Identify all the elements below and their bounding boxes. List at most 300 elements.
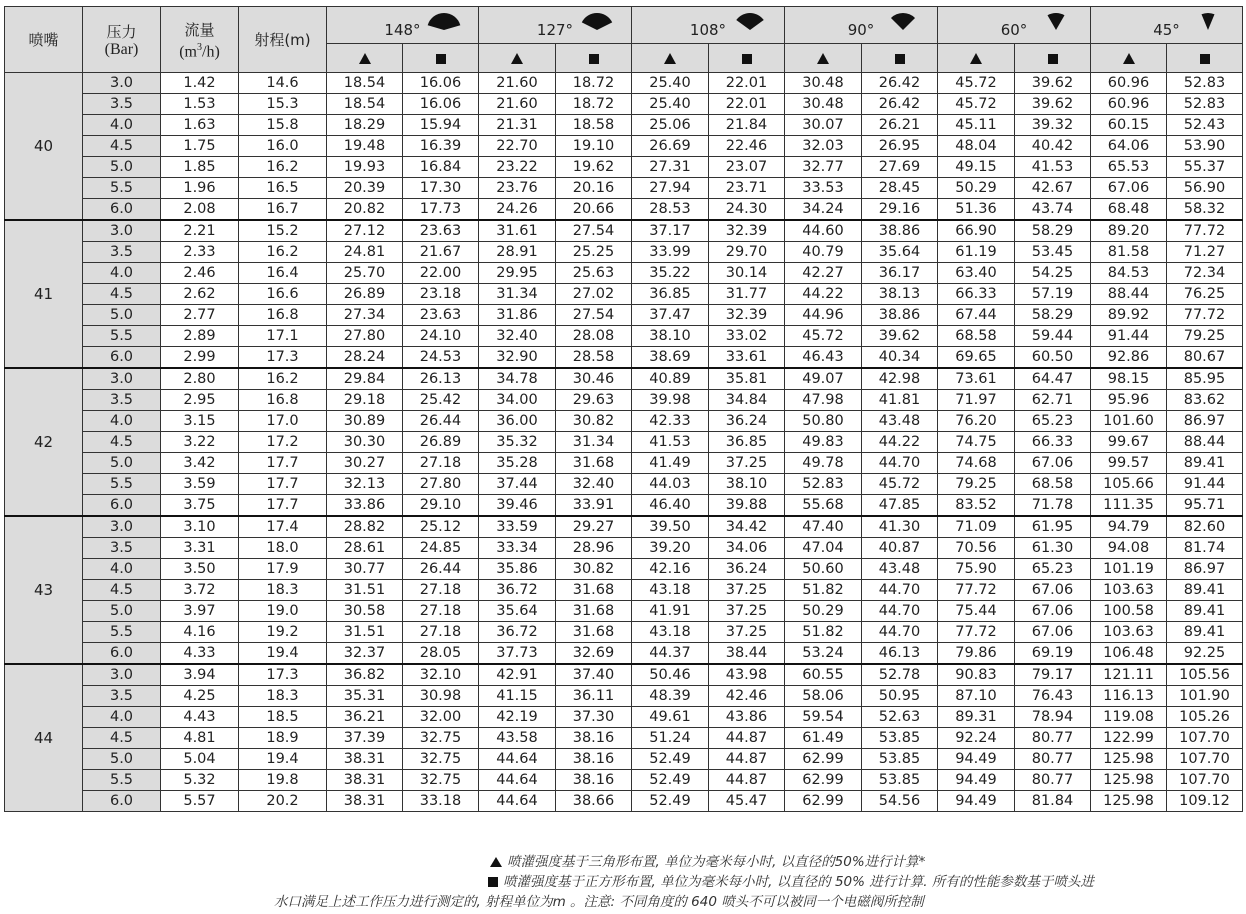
square-intensity-cell: 58.29 xyxy=(1015,305,1091,326)
table-row xyxy=(5,242,1243,263)
square-intensity-cell: 58.29 xyxy=(1015,220,1091,242)
square-intensity-cell: 29.27 xyxy=(556,516,632,538)
triangle-intensity-cell: 30.58 xyxy=(327,601,403,622)
triangle-intensity-cell: 22.70 xyxy=(479,136,556,157)
square-intensity-cell: 32.75 xyxy=(403,728,479,749)
square-icon xyxy=(436,54,446,64)
range-cell: 19.4 xyxy=(239,749,327,770)
square-intensity-cell: 68.58 xyxy=(1015,474,1091,495)
square-intensity-cell: 44.87 xyxy=(709,728,785,749)
triangle-intensity-cell: 51.24 xyxy=(632,728,709,749)
square-intensity-cell: 52.43 xyxy=(1167,115,1243,136)
angle-header-127 xyxy=(479,7,632,44)
square-intensity-cell: 34.06 xyxy=(709,538,785,559)
table-row xyxy=(5,368,1243,390)
triangle-intensity-cell: 91.44 xyxy=(1091,326,1167,347)
square-intensity-cell: 41.30 xyxy=(862,516,938,538)
triangle-intensity-cell: 34.78 xyxy=(479,368,556,390)
triangle-layout-header xyxy=(479,44,556,73)
triangle-intensity-cell: 30.07 xyxy=(785,115,862,136)
triangle-intensity-cell: 81.58 xyxy=(1091,242,1167,263)
angle-header-90 xyxy=(785,7,938,44)
square-intensity-cell: 26.13 xyxy=(403,368,479,390)
triangle-intensity-cell: 105.66 xyxy=(1091,474,1167,495)
triangle-intensity-cell: 40.79 xyxy=(785,242,862,263)
square-intensity-cell: 33.02 xyxy=(709,326,785,347)
square-intensity-cell: 42.67 xyxy=(1015,178,1091,199)
flow-header xyxy=(161,7,239,73)
range-header: 射程(m) xyxy=(239,7,327,73)
pressure-cell: 3.5 xyxy=(83,242,161,263)
table-row xyxy=(5,73,1243,94)
square-intensity-cell: 89.41 xyxy=(1167,453,1243,474)
square-intensity-cell: 23.71 xyxy=(709,178,785,199)
range-cell: 15.8 xyxy=(239,115,327,136)
triangle-intensity-cell: 106.48 xyxy=(1091,643,1167,665)
square-intensity-cell: 34.42 xyxy=(709,516,785,538)
square-intensity-cell: 67.06 xyxy=(1015,580,1091,601)
triangle-icon xyxy=(970,53,982,64)
flow-cell: 3.10 xyxy=(161,516,239,538)
triangle-intensity-cell: 50.60 xyxy=(785,559,862,580)
triangle-intensity-cell: 38.10 xyxy=(632,326,709,347)
square-intensity-cell: 24.85 xyxy=(403,538,479,559)
flow-cell: 2.62 xyxy=(161,284,239,305)
square-intensity-cell: 18.72 xyxy=(556,94,632,115)
pressure-cell: 6.0 xyxy=(83,347,161,369)
triangle-intensity-cell: 94.08 xyxy=(1091,538,1167,559)
triangle-intensity-cell: 19.48 xyxy=(327,136,403,157)
triangle-icon xyxy=(664,53,676,64)
triangle-intensity-cell: 33.86 xyxy=(327,495,403,517)
table-row xyxy=(5,390,1243,411)
triangle-intensity-cell: 30.77 xyxy=(327,559,403,580)
triangle-intensity-cell: 18.54 xyxy=(327,73,403,94)
triangle-intensity-cell: 87.10 xyxy=(938,686,1015,707)
square-intensity-cell: 17.30 xyxy=(403,178,479,199)
triangle-intensity-cell: 43.18 xyxy=(632,622,709,643)
range-cell: 17.7 xyxy=(239,453,327,474)
triangle-intensity-cell: 63.40 xyxy=(938,263,1015,284)
square-intensity-cell: 41.81 xyxy=(862,390,938,411)
table-row xyxy=(5,580,1243,601)
square-intensity-cell: 16.39 xyxy=(403,136,479,157)
square-intensity-cell: 95.71 xyxy=(1167,495,1243,517)
triangle-intensity-cell: 79.86 xyxy=(938,643,1015,665)
triangle-intensity-cell: 119.08 xyxy=(1091,707,1167,728)
triangle-icon xyxy=(490,857,502,867)
table-row xyxy=(5,453,1243,474)
square-intensity-cell: 19.62 xyxy=(556,157,632,178)
range-cell: 15.2 xyxy=(239,220,327,242)
square-intensity-cell: 28.58 xyxy=(556,347,632,369)
square-layout-header xyxy=(709,44,785,73)
flow-cell: 1.53 xyxy=(161,94,239,115)
square-intensity-cell: 29.70 xyxy=(709,242,785,263)
flow-cell: 2.33 xyxy=(161,242,239,263)
triangle-intensity-cell: 94.49 xyxy=(938,770,1015,791)
table-row xyxy=(5,305,1243,326)
triangle-intensity-cell: 32.03 xyxy=(785,136,862,157)
triangle-intensity-cell: 36.00 xyxy=(479,411,556,432)
square-intensity-cell: 22.46 xyxy=(709,136,785,157)
triangle-intensity-cell: 94.79 xyxy=(1091,516,1167,538)
pressure-cell: 5.5 xyxy=(83,178,161,199)
square-intensity-cell: 109.12 xyxy=(1167,791,1243,812)
flow-cell: 4.81 xyxy=(161,728,239,749)
range-cell: 18.9 xyxy=(239,728,327,749)
table-row xyxy=(5,538,1243,559)
triangle-intensity-cell: 26.69 xyxy=(632,136,709,157)
square-intensity-cell: 26.42 xyxy=(862,94,938,115)
square-intensity-cell: 45.47 xyxy=(709,791,785,812)
flow-cell: 3.42 xyxy=(161,453,239,474)
triangle-intensity-cell: 44.37 xyxy=(632,643,709,665)
triangle-intensity-cell: 58.06 xyxy=(785,686,862,707)
square-intensity-cell: 15.94 xyxy=(403,115,479,136)
square-intensity-cell: 31.77 xyxy=(709,284,785,305)
square-intensity-cell: 16.84 xyxy=(403,157,479,178)
square-intensity-cell: 86.97 xyxy=(1167,559,1243,580)
square-intensity-cell: 46.13 xyxy=(862,643,938,665)
table-row xyxy=(5,643,1243,665)
flow-cell: 1.75 xyxy=(161,136,239,157)
square-intensity-cell: 27.69 xyxy=(862,157,938,178)
triangle-intensity-cell: 61.49 xyxy=(785,728,862,749)
square-intensity-cell: 83.62 xyxy=(1167,390,1243,411)
performance-table-wrapper xyxy=(4,6,1242,812)
nozzle-cell: 40 xyxy=(5,73,83,221)
triangle-intensity-cell: 47.40 xyxy=(785,516,862,538)
angle-label-108: 108° xyxy=(689,21,727,39)
square-intensity-cell: 79.25 xyxy=(1167,326,1243,347)
square-layout-header xyxy=(1167,44,1243,73)
triangle-intensity-cell: 75.44 xyxy=(938,601,1015,622)
table-row xyxy=(5,495,1243,517)
square-intensity-cell: 31.68 xyxy=(556,601,632,622)
triangle-intensity-cell: 121.11 xyxy=(1091,664,1167,686)
triangle-intensity-cell: 35.31 xyxy=(327,686,403,707)
range-cell: 16.6 xyxy=(239,284,327,305)
square-intensity-cell: 24.53 xyxy=(403,347,479,369)
square-intensity-cell: 47.85 xyxy=(862,495,938,517)
triangle-intensity-cell: 68.58 xyxy=(938,326,1015,347)
triangle-intensity-cell: 43.18 xyxy=(632,580,709,601)
triangle-intensity-cell: 100.58 xyxy=(1091,601,1167,622)
flow-cell: 4.25 xyxy=(161,686,239,707)
angle-header-45 xyxy=(1091,7,1243,44)
table-row xyxy=(5,791,1243,812)
triangle-intensity-cell: 47.98 xyxy=(785,390,862,411)
pressure-cell: 5.0 xyxy=(83,157,161,178)
triangle-intensity-cell: 36.72 xyxy=(479,622,556,643)
square-intensity-cell: 32.75 xyxy=(403,749,479,770)
triangle-intensity-cell: 33.99 xyxy=(632,242,709,263)
flow-cell: 3.75 xyxy=(161,495,239,517)
triangle-intensity-cell: 42.16 xyxy=(632,559,709,580)
range-cell: 18.0 xyxy=(239,538,327,559)
triangle-intensity-cell: 34.24 xyxy=(785,199,862,221)
triangle-intensity-cell: 62.99 xyxy=(785,791,862,812)
pressure-cell: 4.0 xyxy=(83,411,161,432)
square-intensity-cell: 25.42 xyxy=(403,390,479,411)
square-intensity-cell: 20.66 xyxy=(556,199,632,221)
square-intensity-cell: 26.44 xyxy=(403,559,479,580)
flow-cell: 2.80 xyxy=(161,368,239,390)
flow-cell: 3.50 xyxy=(161,559,239,580)
square-intensity-cell: 66.33 xyxy=(1015,432,1091,453)
triangle-intensity-cell: 55.68 xyxy=(785,495,862,517)
flow-header-label: 流量 xyxy=(184,20,215,39)
triangle-intensity-cell: 44.64 xyxy=(479,770,556,791)
triangle-intensity-cell: 71.97 xyxy=(938,390,1015,411)
pressure-cell: 5.0 xyxy=(83,601,161,622)
table-row xyxy=(5,664,1243,686)
table-row xyxy=(5,622,1243,643)
square-intensity-cell: 80.77 xyxy=(1015,728,1091,749)
table-row xyxy=(5,157,1243,178)
triangle-intensity-cell: 64.06 xyxy=(1091,136,1167,157)
flow-cell: 5.04 xyxy=(161,749,239,770)
square-intensity-cell: 37.40 xyxy=(556,664,632,686)
square-intensity-cell: 28.96 xyxy=(556,538,632,559)
square-intensity-cell: 40.34 xyxy=(862,347,938,369)
triangle-intensity-cell: 70.56 xyxy=(938,538,1015,559)
angle-header-148 xyxy=(327,7,479,44)
square-intensity-cell: 105.56 xyxy=(1167,664,1243,686)
range-cell: 17.1 xyxy=(239,326,327,347)
triangle-intensity-cell: 35.28 xyxy=(479,453,556,474)
triangle-intensity-cell: 53.24 xyxy=(785,643,862,665)
triangle-intensity-cell: 32.90 xyxy=(479,347,556,369)
triangle-intensity-cell: 67.06 xyxy=(1091,178,1167,199)
square-intensity-cell: 42.46 xyxy=(709,686,785,707)
square-intensity-cell: 27.18 xyxy=(403,453,479,474)
triangle-intensity-cell: 26.89 xyxy=(327,284,403,305)
square-intensity-cell: 39.62 xyxy=(1015,94,1091,115)
square-intensity-cell: 52.63 xyxy=(862,707,938,728)
square-intensity-cell: 39.32 xyxy=(1015,115,1091,136)
triangle-intensity-cell: 122.99 xyxy=(1091,728,1167,749)
triangle-intensity-cell: 18.29 xyxy=(327,115,403,136)
triangle-intensity-cell: 38.31 xyxy=(327,791,403,812)
flow-cell: 2.08 xyxy=(161,199,239,221)
square-intensity-cell: 21.67 xyxy=(403,242,479,263)
range-cell: 17.0 xyxy=(239,411,327,432)
pressure-cell: 4.5 xyxy=(83,728,161,749)
table-row xyxy=(5,474,1243,495)
square-intensity-cell: 44.22 xyxy=(862,432,938,453)
nozzle-cell: 41 xyxy=(5,220,83,368)
square-intensity-cell: 25.25 xyxy=(556,242,632,263)
triangle-intensity-cell: 45.11 xyxy=(938,115,1015,136)
header-row-primary xyxy=(5,7,1243,44)
triangle-intensity-cell: 41.53 xyxy=(632,432,709,453)
table-row xyxy=(5,559,1243,580)
square-intensity-cell: 80.77 xyxy=(1015,749,1091,770)
triangle-intensity-cell: 39.20 xyxy=(632,538,709,559)
square-intensity-cell: 35.81 xyxy=(709,368,785,390)
square-intensity-cell: 92.25 xyxy=(1167,643,1243,665)
triangle-intensity-cell: 24.26 xyxy=(479,199,556,221)
square-intensity-cell: 33.18 xyxy=(403,791,479,812)
table-row xyxy=(5,94,1243,115)
square-intensity-cell: 37.30 xyxy=(556,707,632,728)
triangle-intensity-cell: 125.98 xyxy=(1091,770,1167,791)
nozzle-cell: 43 xyxy=(5,516,83,664)
pressure-cell: 4.0 xyxy=(83,263,161,284)
square-icon xyxy=(589,54,599,64)
triangle-intensity-cell: 52.49 xyxy=(632,749,709,770)
triangle-intensity-cell: 43.58 xyxy=(479,728,556,749)
square-intensity-cell: 56.90 xyxy=(1167,178,1243,199)
square-intensity-cell: 65.23 xyxy=(1015,559,1091,580)
triangle-intensity-cell: 34.00 xyxy=(479,390,556,411)
square-intensity-cell: 55.37 xyxy=(1167,157,1243,178)
triangle-intensity-cell: 28.91 xyxy=(479,242,556,263)
nozzle-cell: 44 xyxy=(5,664,83,812)
square-intensity-cell: 30.46 xyxy=(556,368,632,390)
triangle-intensity-cell: 89.20 xyxy=(1091,220,1167,242)
triangle-intensity-cell: 45.72 xyxy=(785,326,862,347)
square-intensity-cell: 81.84 xyxy=(1015,791,1091,812)
triangle-intensity-cell: 50.29 xyxy=(938,178,1015,199)
triangle-intensity-cell: 29.95 xyxy=(479,263,556,284)
triangle-intensity-cell: 83.52 xyxy=(938,495,1015,517)
triangle-intensity-cell: 35.86 xyxy=(479,559,556,580)
range-cell: 19.8 xyxy=(239,770,327,791)
square-intensity-cell: 29.16 xyxy=(862,199,938,221)
pressure-cell: 4.0 xyxy=(83,115,161,136)
square-intensity-cell: 44.70 xyxy=(862,622,938,643)
square-intensity-cell: 30.82 xyxy=(556,411,632,432)
square-intensity-cell: 67.06 xyxy=(1015,601,1091,622)
table-row xyxy=(5,199,1243,221)
square-intensity-cell: 27.18 xyxy=(403,622,479,643)
square-intensity-cell: 32.69 xyxy=(556,643,632,665)
table-row xyxy=(5,326,1243,347)
range-cell: 18.5 xyxy=(239,707,327,728)
square-intensity-cell: 25.12 xyxy=(403,516,479,538)
square-intensity-cell: 32.39 xyxy=(709,220,785,242)
square-intensity-cell: 54.25 xyxy=(1015,263,1091,284)
square-intensity-cell: 22.01 xyxy=(709,73,785,94)
triangle-intensity-cell: 25.40 xyxy=(632,73,709,94)
footnote-triangle xyxy=(490,852,925,872)
triangle-intensity-cell: 27.12 xyxy=(327,220,403,242)
square-intensity-cell: 61.30 xyxy=(1015,538,1091,559)
square-intensity-cell: 32.75 xyxy=(403,770,479,791)
flow-cell: 1.96 xyxy=(161,178,239,199)
square-intensity-cell: 34.84 xyxy=(709,390,785,411)
flow-cell: 2.95 xyxy=(161,390,239,411)
table-row xyxy=(5,686,1243,707)
table-row xyxy=(5,220,1243,242)
flow-cell: 2.21 xyxy=(161,220,239,242)
angle-label-148: 148° xyxy=(384,21,421,39)
square-icon xyxy=(488,877,498,887)
square-intensity-cell: 89.41 xyxy=(1167,601,1243,622)
table-body xyxy=(5,73,1243,812)
square-intensity-cell: 37.25 xyxy=(709,601,785,622)
flow-cell: 3.22 xyxy=(161,432,239,453)
triangle-intensity-cell: 67.44 xyxy=(938,305,1015,326)
square-layout-header xyxy=(403,44,479,73)
footnote-triangle-text: 喷灌强度基于三角形布置, 单位为毫米每小时, 以直径的50%进行计算* xyxy=(507,854,926,870)
triangle-intensity-cell: 98.15 xyxy=(1091,368,1167,390)
square-intensity-cell: 39.62 xyxy=(1015,73,1091,94)
square-intensity-cell: 29.10 xyxy=(403,495,479,517)
triangle-intensity-cell: 77.72 xyxy=(938,580,1015,601)
angle-label-127: 127° xyxy=(536,21,574,39)
pressure-cell: 4.5 xyxy=(83,136,161,157)
pressure-cell: 5.5 xyxy=(83,474,161,495)
range-cell: 16.2 xyxy=(239,242,327,263)
square-intensity-cell: 89.41 xyxy=(1167,580,1243,601)
square-intensity-cell: 27.54 xyxy=(556,220,632,242)
square-intensity-cell: 43.74 xyxy=(1015,199,1091,221)
triangle-intensity-cell: 92.24 xyxy=(938,728,1015,749)
triangle-intensity-cell: 38.31 xyxy=(327,749,403,770)
triangle-intensity-cell: 84.53 xyxy=(1091,263,1167,284)
square-intensity-cell: 79.17 xyxy=(1015,664,1091,686)
triangle-intensity-cell: 31.86 xyxy=(479,305,556,326)
triangle-intensity-cell: 99.67 xyxy=(1091,432,1167,453)
square-intensity-cell: 65.23 xyxy=(1015,411,1091,432)
pressure-cell: 4.5 xyxy=(83,580,161,601)
range-cell: 16.2 xyxy=(239,157,327,178)
table-row xyxy=(5,707,1243,728)
square-icon xyxy=(1200,54,1210,64)
square-intensity-cell: 72.34 xyxy=(1167,263,1243,284)
triangle-icon xyxy=(359,53,371,64)
square-intensity-cell: 38.66 xyxy=(556,791,632,812)
square-intensity-cell: 88.44 xyxy=(1167,432,1243,453)
angle-label-90: 90° xyxy=(847,21,875,39)
square-intensity-cell: 33.61 xyxy=(709,347,785,369)
square-intensity-cell: 38.16 xyxy=(556,749,632,770)
range-cell: 20.2 xyxy=(239,791,327,812)
square-intensity-cell: 29.63 xyxy=(556,390,632,411)
square-intensity-cell: 71.27 xyxy=(1167,242,1243,263)
square-intensity-cell: 53.85 xyxy=(862,770,938,791)
triangle-intensity-cell: 60.15 xyxy=(1091,115,1167,136)
triangle-intensity-cell: 30.48 xyxy=(785,73,862,94)
triangle-intensity-cell: 52.83 xyxy=(785,474,862,495)
triangle-intensity-cell: 60.96 xyxy=(1091,73,1167,94)
square-icon xyxy=(742,54,752,64)
triangle-intensity-cell: 103.63 xyxy=(1091,580,1167,601)
flow-cell: 5.32 xyxy=(161,770,239,791)
square-intensity-cell: 44.70 xyxy=(862,601,938,622)
square-intensity-cell: 38.10 xyxy=(709,474,785,495)
square-intensity-cell: 21.84 xyxy=(709,115,785,136)
pressure-cell: 3.0 xyxy=(83,516,161,538)
square-intensity-cell: 67.06 xyxy=(1015,453,1091,474)
square-intensity-cell: 44.70 xyxy=(862,453,938,474)
pressure-cell: 5.5 xyxy=(83,326,161,347)
nozzle-header: 喷嘴 xyxy=(5,7,83,73)
triangle-intensity-cell: 94.49 xyxy=(938,791,1015,812)
triangle-intensity-cell: 31.51 xyxy=(327,580,403,601)
square-intensity-cell: 32.00 xyxy=(403,707,479,728)
triangle-intensity-cell: 32.13 xyxy=(327,474,403,495)
triangle-intensity-cell: 101.19 xyxy=(1091,559,1167,580)
triangle-intensity-cell: 32.40 xyxy=(479,326,556,347)
range-cell: 17.3 xyxy=(239,347,327,369)
triangle-intensity-cell: 36.82 xyxy=(327,664,403,686)
triangle-intensity-cell: 42.27 xyxy=(785,263,862,284)
